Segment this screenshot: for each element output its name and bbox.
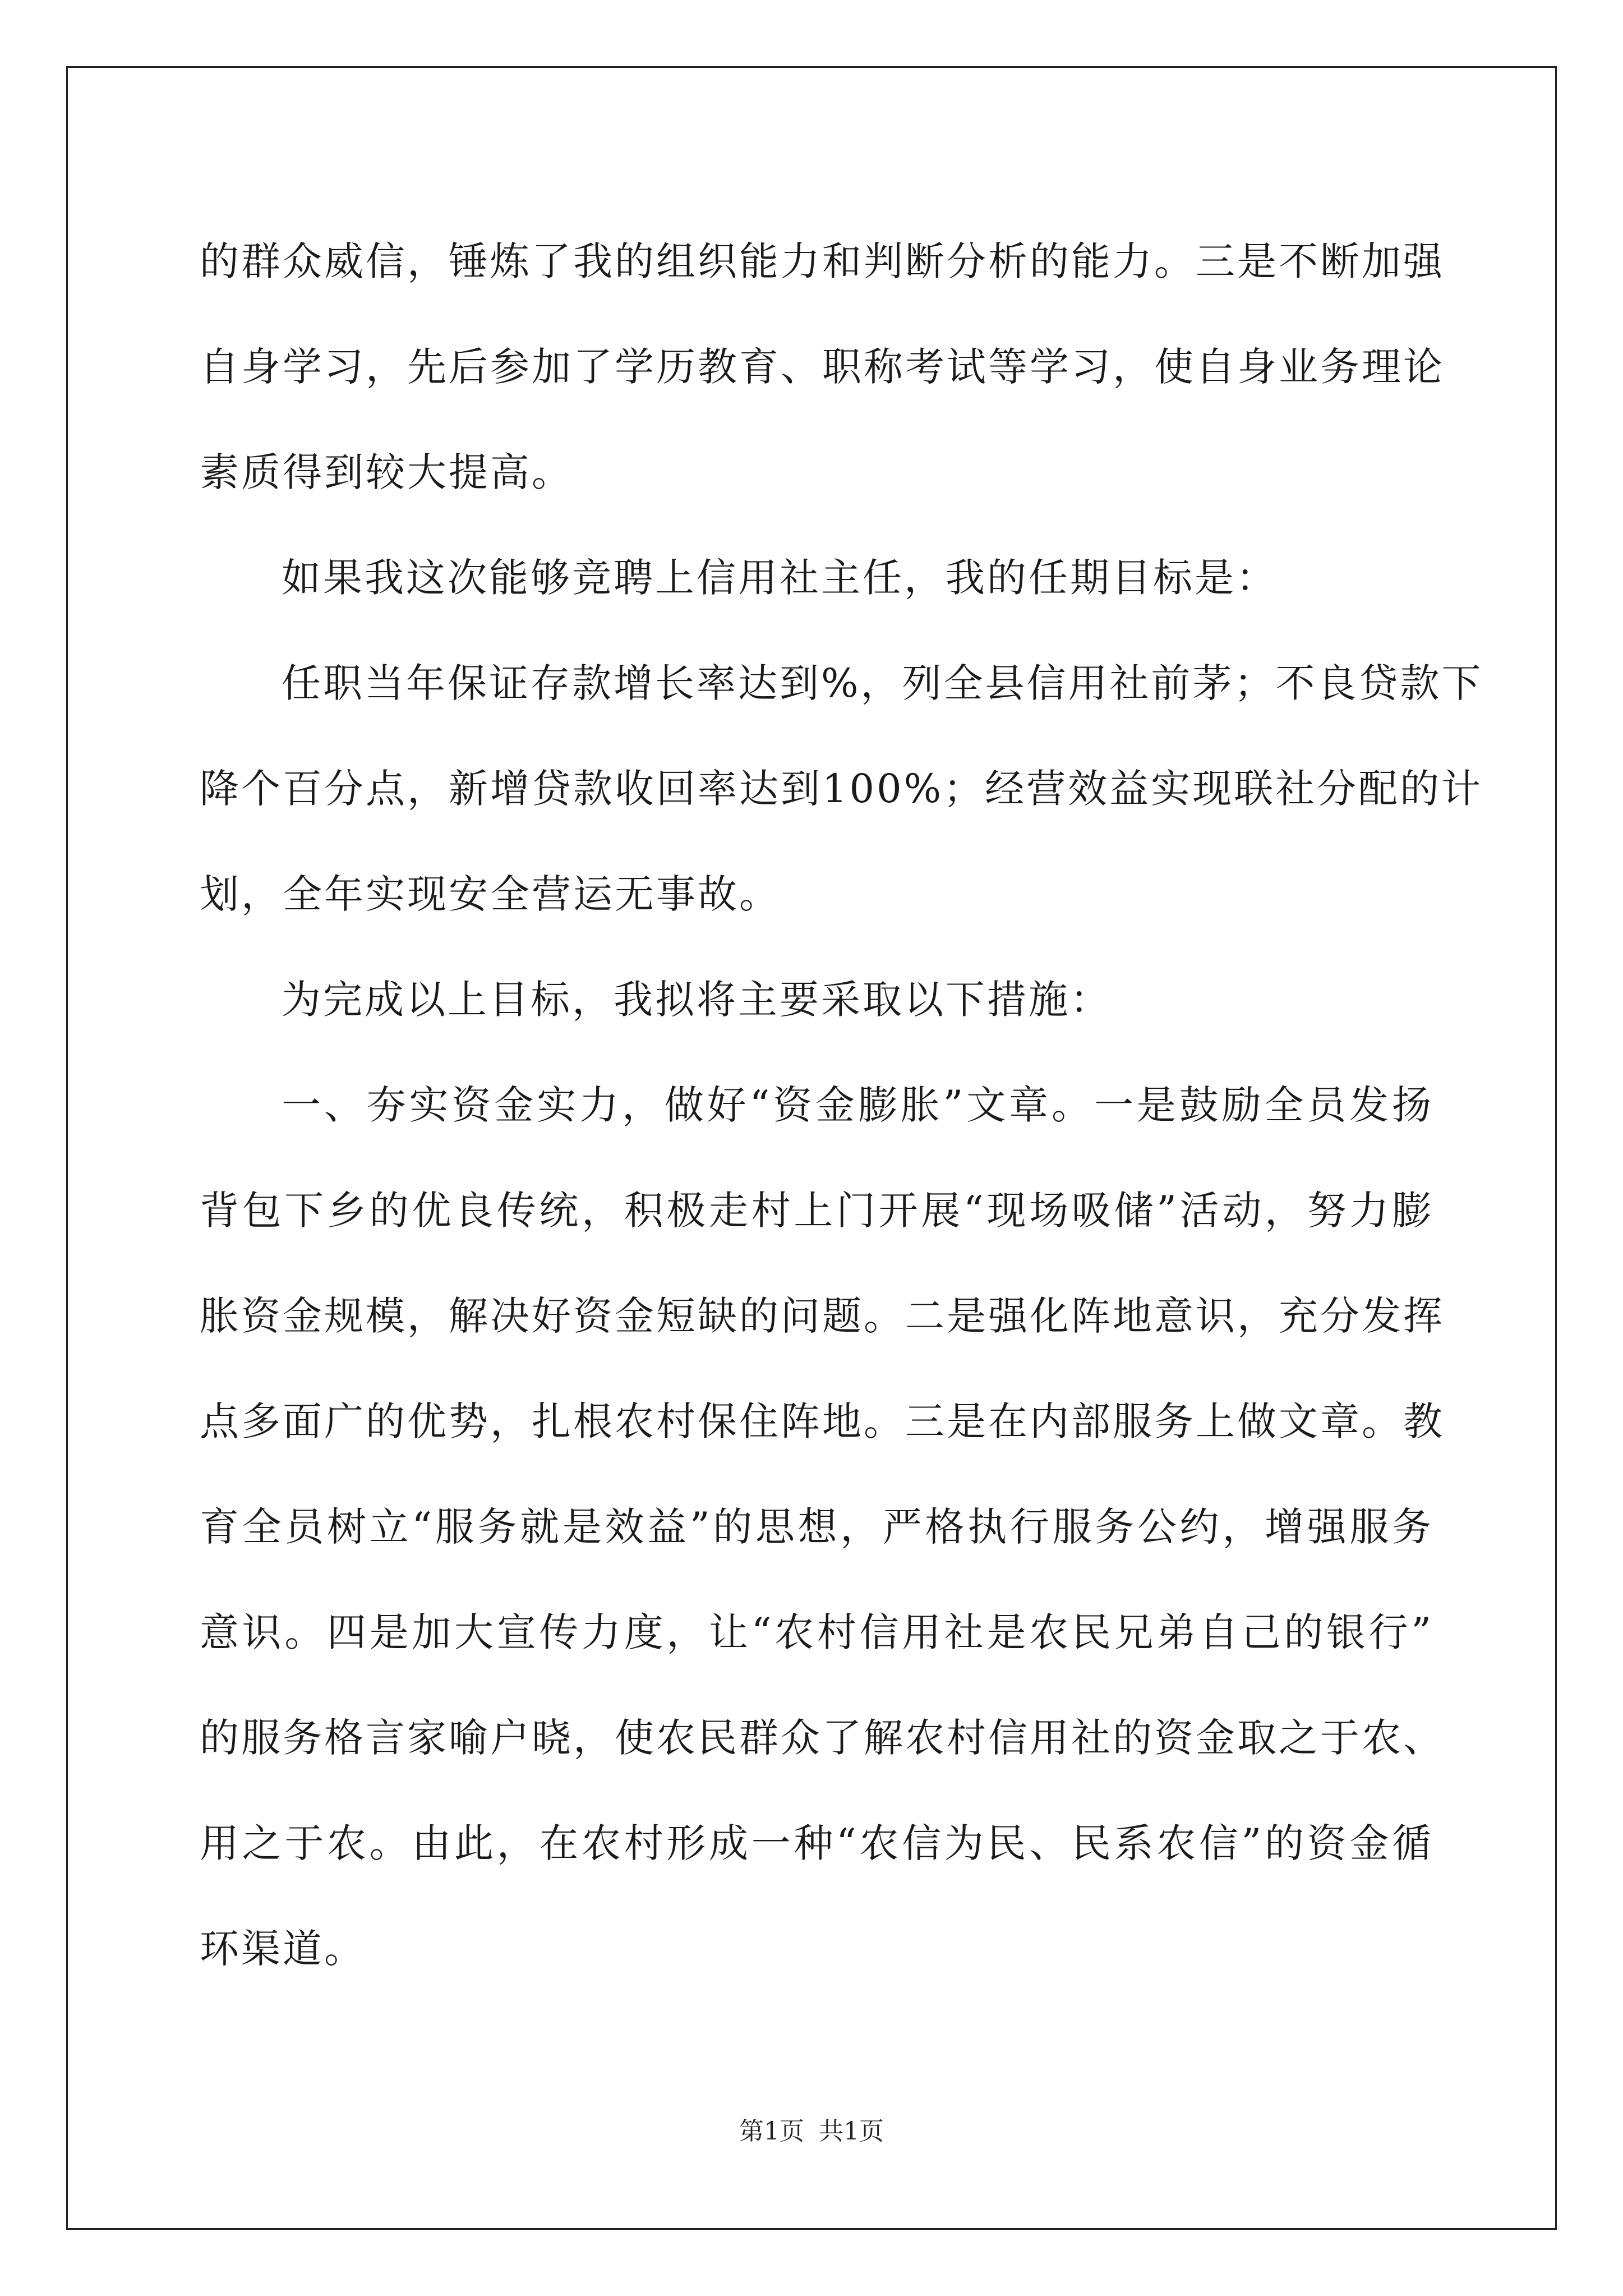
text-line: 的服务格言家喻户晓，使农民群众了解农村信用社的资金取之于农、 [200,1715,1445,1761]
text-line: 用之于农。由此，在农村形成一种“农信为民、民系农信”的资金循 [200,1820,1433,1866]
paragraph [200,947,1433,1052]
text-line: 胀资金规模，解决好资金短缺的问题。二是强化阵地意识，充分发挥 [200,1293,1445,1339]
page-number: 第1页 [739,2117,804,2146]
text-line: 划，全年实现安全营运无事故。 [200,871,781,917]
text-line: 的群众威信，锤炼了我的组织能力和判断分析的能力。三是不断加强 [200,238,1445,284]
paragraph [200,1052,1445,2001]
paragraph [200,631,1483,947]
text-line: 如果我这次能够竞聘上信用社主任，我的任期目标是： [282,555,1278,601]
text-line: 自身学习，先后参加了学历教育、职称考试等学习，使自身业务理论 [200,344,1445,390]
page-total: 共1页 [819,2117,884,2146]
text-line: 点多面广的优势，扎根农村保住阵地。三是在内部服务上做文章。教 [200,1398,1445,1444]
paragraph [200,209,1445,525]
document-body [200,209,1483,2001]
text-line: 环渠道。 [200,1926,366,1972]
text-line: 一、夯实资金实力，做好“资金膨胀”文章。一是鼓励全员发扬 [282,1082,1433,1128]
page-footer [0,2115,1623,2148]
text-line: 为完成以上目标，我拟将主要采取以下措施： [282,977,1112,1023]
text-line: 素质得到较大提高。 [200,449,573,495]
text-line: 育全员树立“服务就是效益”的思想，严格执行服务公约，增强服务 [200,1504,1433,1550]
text-line: 降个百分点，新增贷款收回率达到100%；经营效益实现联社分配的计 [200,766,1483,812]
text-line: 背包下乡的优良传统，积极走村上门开展“现场吸储”活动，努力膨 [200,1188,1433,1234]
text-line: 意识。四是加大宣传力度，让“农村信用社是农民兄弟自己的银行” [200,1609,1433,1655]
text-line: 任职当年保证存款增长率达到%，列全县信用社前茅；不良贷款下 [282,660,1483,706]
paragraph [200,525,1433,631]
